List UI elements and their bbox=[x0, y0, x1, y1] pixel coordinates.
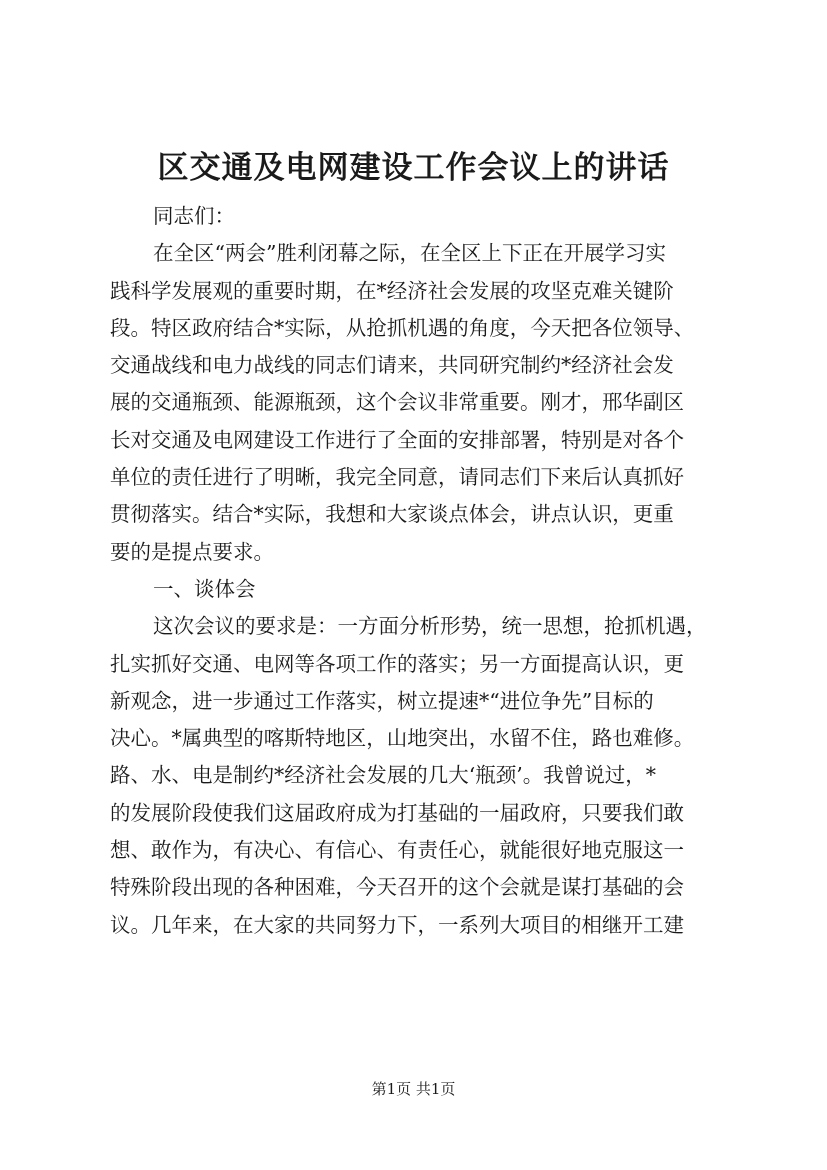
section-heading: 一、谈体会 bbox=[153, 576, 256, 601]
paragraph-line: 要的是提点要求。 bbox=[110, 539, 274, 564]
paragraph-line: 想、敢作为，有决心、有信心、有责任心，就能很好地克服这一 bbox=[110, 838, 684, 863]
paragraph-line: 这次会议的要求是：一方面分析形势，统一思想，抢抓机遇， bbox=[153, 614, 707, 639]
paragraph-line: 议。几年来，在大家的共同努力下，一系列大项目的相继开工建 bbox=[110, 912, 684, 937]
paragraph-line: 长对交通及电网建设工作进行了全面的安排部署，特别是对各个 bbox=[110, 427, 684, 452]
paragraph-line: 践科学发展观的重要时期，在*经济社会发展的攻坚克难关键阶 bbox=[110, 278, 674, 303]
paragraph-line: 段。特区政府结合*实际，从抢抓机遇的角度，今天把各位领导、 bbox=[110, 315, 695, 340]
document-title: 区交通及电网建设工作会议上的讲话 bbox=[157, 150, 670, 186]
paragraph-line: 决心。*属典型的喀斯特地区，山地突出，水留不住，路也难修。 bbox=[110, 726, 695, 751]
page-footer: 第1页 共1页 bbox=[371, 1080, 456, 1098]
paragraph-line: 扎实抓好交通、电网等各项工作的落实；另一方面提高认识，更 bbox=[110, 651, 684, 676]
paragraph-line: 路、水、电是制约*经济社会发展的几大‘瓶颈’。我曾说过，* bbox=[110, 763, 657, 788]
paragraph-line: 展的交通瓶颈、能源瓶颈，这个会议非常重要。刚才，邢华副区 bbox=[110, 390, 684, 415]
paragraph-line: 在全区“两会”胜利闭幕之际，在全区上下正在开展学习实 bbox=[153, 241, 666, 266]
paragraph-line: 贯彻落实。结合*实际，我想和大家谈点体会，讲点认识，更重 bbox=[110, 502, 674, 527]
paragraph-line: 的发展阶段使我们这届政府成为打基础的一届政府，只要我们敢 bbox=[110, 800, 684, 825]
document-body bbox=[110, 198, 720, 944]
paragraph-line: 单位的责任进行了明晰，我完全同意，请同志们下来后认真抓好 bbox=[110, 465, 684, 490]
paragraph-line: 交通战线和电力战线的同志们请来，共同研究制约*经济社会发 bbox=[110, 353, 674, 378]
paragraph-line: 特殊阶段出现的各种困难，今天召开的这个会就是谋打基础的会 bbox=[110, 875, 684, 900]
paragraph-line: 新观念，进一步通过工作落实，树立提速*“进位争先”目标的 bbox=[110, 688, 654, 713]
salutation-line: 同志们： bbox=[153, 204, 235, 228]
